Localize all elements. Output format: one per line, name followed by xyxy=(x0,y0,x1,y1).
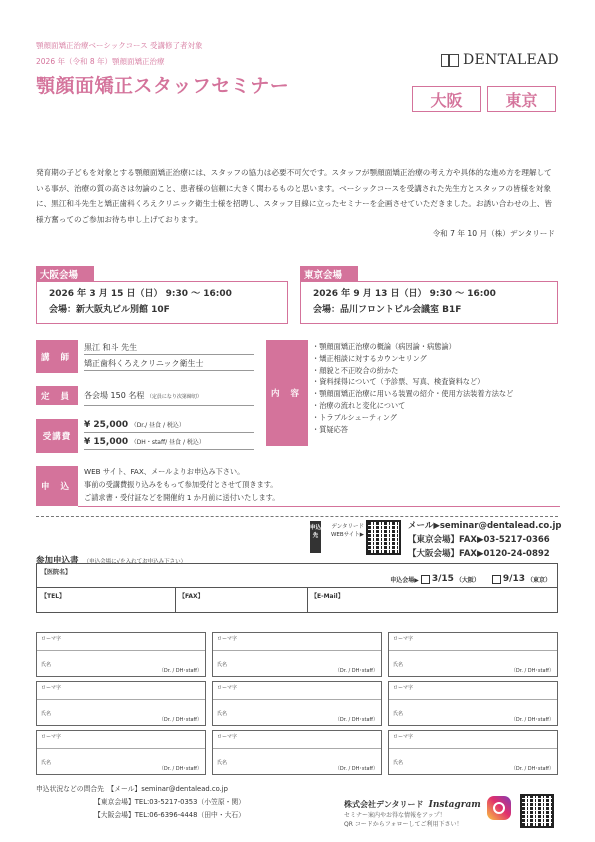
roman-label: ローマ字 xyxy=(217,636,238,642)
role-label: （Dr. / DH･staff） xyxy=(510,717,554,723)
form-divider xyxy=(307,587,308,612)
intro-signature: 令和 7 年 10 月（株）デンタリード xyxy=(432,229,555,238)
apply-line: 事前の受講費振り込みをもって参加受付とさせて頂きます。 xyxy=(84,480,278,489)
fee-doctor-note: （Dr./ 昼食 / 税込） xyxy=(130,422,185,429)
inquiry-mail: 【メール】seminar@dentalead.co.jp xyxy=(110,785,228,793)
form-divider xyxy=(37,587,557,588)
city-osaka: 大阪 xyxy=(412,86,481,112)
contact-tokyo-fax: 【東京会場】FAX▶03-5217-0366 xyxy=(408,535,550,545)
venue-checkbox-osaka[interactable] xyxy=(421,575,430,584)
clinic-info-box xyxy=(36,563,558,613)
participant-cell[interactable] xyxy=(36,730,206,775)
footer-inquiry xyxy=(36,783,245,821)
email-label: 【E-Mail】 xyxy=(311,593,344,600)
fee-staff-note: （DH・staff/ 昼食 / 税込） xyxy=(130,439,205,446)
instagram-label: Instagram xyxy=(428,800,481,810)
name-label: 氏名 xyxy=(41,711,52,717)
participant-cell[interactable] xyxy=(388,730,558,775)
cut-line xyxy=(36,516,558,517)
apply-line: WEB サイト、FAX、メールよりお申込み下さい。 xyxy=(84,467,245,476)
apply-line: ご請求書・受付証などを開催約 1 か月前に送付いたします。 xyxy=(84,493,280,502)
option-tokyo-date: 9/13 xyxy=(502,574,525,584)
participant-cell[interactable] xyxy=(212,730,382,775)
venue-select xyxy=(390,574,551,584)
content-item: ・ トラブルシューティング xyxy=(312,412,560,424)
cell-divider xyxy=(37,699,205,700)
content-item: ・ 矯正相談に対するカウンセリング xyxy=(312,353,560,365)
venue-tab-osaka: 大阪会場 xyxy=(36,266,94,281)
company-name: 株式会社デンタリード xyxy=(344,800,424,809)
participant-cell[interactable] xyxy=(36,681,206,726)
role-label: （Dr. / DH･staff） xyxy=(158,668,202,674)
option-osaka-date: 3/15 xyxy=(431,574,454,584)
apply-text xyxy=(84,465,464,504)
roman-label: ローマ字 xyxy=(393,685,414,691)
cell-divider xyxy=(389,699,557,700)
header-subtitle-2: 2026 年（令和 8 年）顎顔面矯正治療 xyxy=(36,57,165,66)
name-label: 氏名 xyxy=(217,711,228,717)
name-label: 氏名 xyxy=(393,711,404,717)
participant-cell[interactable] xyxy=(388,632,558,677)
participant-cell[interactable] xyxy=(388,681,558,726)
fee-staff: ¥ 15,000 xyxy=(84,437,129,447)
participant-cell[interactable] xyxy=(212,681,382,726)
fax-label: 【FAX】 xyxy=(179,593,204,600)
cell-divider xyxy=(213,748,381,749)
lecturer-label: 講 師 xyxy=(36,340,78,373)
fee-label: 受講費 xyxy=(36,419,78,453)
email-field[interactable] xyxy=(311,598,555,611)
lecturer-info xyxy=(84,341,254,371)
header-subtitle-1: 顎顔面矯正治療ベーシックコース 受講修了者対象 xyxy=(36,41,203,50)
logo-mark-icon xyxy=(441,54,459,67)
name-label: 氏名 xyxy=(217,760,228,766)
venue-place-osaka: 会場：新大阪丸ビル別館 10F xyxy=(49,305,170,315)
capacity-info xyxy=(84,389,254,406)
cell-divider xyxy=(213,699,381,700)
intro-text: 発育期の子どもを対象とする顎顔面矯正治療には、スタッフの協力は必要不可欠です。スタッフが顎顔面矯正治療の考え方や具体的な進め方を理解している事が、治療の質の高さは勿論のこと、患者様の信頼に大きく関わるものと思います。ベーシックコースを受講された先生方とスタッフの皆様を対象に、黒江和斗先生と矯正歯科くろえクリニック衛生士様を招聘し、スタッフ目線に立ったセミナーを企画させていただきました。お誘い合わせの上、皆様方奮ってのご参加お待ち申し上げております。 xyxy=(36,168,552,224)
participant-cell[interactable] xyxy=(212,632,382,677)
web-label: デンタリード WEBサイト▶ xyxy=(330,524,364,538)
name-label: 氏名 xyxy=(393,662,404,668)
role-label: （Dr. / DH･staff） xyxy=(334,717,378,723)
option-tokyo-note: （東京） xyxy=(526,576,551,584)
contact-tag: 申込先 xyxy=(310,521,321,553)
apply-underline xyxy=(78,506,560,507)
fax-field[interactable] xyxy=(179,598,303,611)
participant-cell[interactable] xyxy=(36,632,206,677)
lecturer-org: 矯正歯科くろえクリニック衛生士 xyxy=(84,359,204,368)
content-item: ・ 顔貌と不正咬合の紛かた xyxy=(312,365,560,377)
roman-label: ローマ字 xyxy=(393,636,414,642)
name-label: 氏名 xyxy=(41,760,52,766)
cell-divider xyxy=(213,650,381,651)
name-label: 氏名 xyxy=(41,662,52,668)
role-label: （Dr. / DH･staff） xyxy=(334,668,378,674)
roman-label: ローマ字 xyxy=(393,734,414,740)
insta-line-1: セミナー案内やお得な情報をアップ！ xyxy=(344,812,446,819)
cell-divider xyxy=(389,748,557,749)
content-item: ・ 顎顔面矯正治療に用いる装置の紹介・使用方法装着方法など xyxy=(312,388,560,400)
role-label: （Dr. / DH･staff） xyxy=(158,766,202,772)
inquiry-tokyo: 【東京会場】TEL:03-5217-0353（小笠原・関） xyxy=(94,797,246,806)
participant-grid xyxy=(36,632,558,776)
clinic-label: 【医院名】 xyxy=(41,569,72,576)
roman-label: ローマ字 xyxy=(41,636,62,642)
company-block xyxy=(344,792,481,829)
venue-tab-tokyo: 東京会場 xyxy=(300,266,358,281)
instagram-icon[interactable] xyxy=(487,796,511,820)
capacity-note: （定員になり次第締切） xyxy=(146,394,202,400)
brand-logo xyxy=(441,52,559,68)
role-label: （Dr. / DH･staff） xyxy=(334,766,378,772)
fee-doctor: ¥ 25,000 xyxy=(84,420,129,430)
venue-box-osaka xyxy=(36,281,288,324)
venue-place-tokyo: 会場：品川フロントビル会議室 B1F xyxy=(313,305,462,315)
content-item: ・ 治療の流れと変化について xyxy=(312,400,560,412)
inquiry-title: 申込状況などの問合先 xyxy=(36,785,104,793)
name-label: 氏名 xyxy=(217,662,228,668)
form-note: （申込会場に√を入れてお申込み下さい） xyxy=(83,559,187,565)
content-item: ・ 質疑応答 xyxy=(312,424,560,436)
venue-box-tokyo xyxy=(300,281,558,324)
tel-label: 【TEL】 xyxy=(41,593,66,600)
role-label: （Dr. / DH･staff） xyxy=(510,668,554,674)
venue-checkbox-tokyo[interactable] xyxy=(492,575,501,584)
insta-line-2: QR コードからフォローしてご利用下さい！ xyxy=(344,821,463,828)
venue-select-label: 申込会場▶ xyxy=(390,576,419,584)
lecturer-name: 黒江 和斗 先生 xyxy=(84,343,138,352)
page-title: 顎顔面矯正スタッフセミナー xyxy=(36,75,290,97)
role-label: （Dr. / DH･staff） xyxy=(158,717,202,723)
content-item: ・ 資料採得について（予診票、写真、検査資料など） xyxy=(312,376,560,388)
form-divider xyxy=(175,587,176,612)
cell-divider xyxy=(37,650,205,651)
content-label: 内 容 xyxy=(266,340,308,446)
option-osaka-note: （大阪） xyxy=(455,576,480,584)
city-tokyo: 東京 xyxy=(487,86,556,112)
roman-label: ローマ字 xyxy=(217,685,238,691)
venue-date-osaka: 2026 年 3 月 15 日（日） 9:30 ～ 16:00 xyxy=(49,289,232,299)
logo-text: DENTALEAD xyxy=(463,52,559,68)
role-label: （Dr. / DH･staff） xyxy=(510,766,554,772)
content-item: ・ 顎顔面矯正治療の概論（病因論・病態論） xyxy=(312,341,560,353)
capacity-value: 各会場 150 名程 xyxy=(84,391,145,400)
contact-mail: メール▶seminar@dentalead.co.jp xyxy=(408,521,562,531)
content-list xyxy=(312,341,560,435)
tel-field[interactable] xyxy=(41,598,171,611)
contact-osaka-fax: 【大阪会場】FAX▶0120-24-0892 xyxy=(408,549,550,559)
roman-label: ローマ字 xyxy=(41,734,62,740)
capacity-label: 定 員 xyxy=(36,386,78,405)
form-title: 参加申込書 xyxy=(36,556,79,566)
instagram-qr-code[interactable] xyxy=(520,794,554,828)
venue-date-tokyo: 2026 年 9 月 13 日（日） 9:30 ～ 16:00 xyxy=(313,289,496,299)
name-label: 氏名 xyxy=(393,760,404,766)
web-qr-code[interactable] xyxy=(366,520,401,555)
inquiry-osaka: 【大阪会場】TEL:06-6396-4448（田中・大石） xyxy=(94,810,246,819)
fee-info xyxy=(84,418,254,450)
cell-divider xyxy=(37,748,205,749)
roman-label: ローマ字 xyxy=(41,685,62,691)
apply-label: 申 込 xyxy=(36,466,78,506)
roman-label: ローマ字 xyxy=(217,734,238,740)
cell-divider xyxy=(389,650,557,651)
